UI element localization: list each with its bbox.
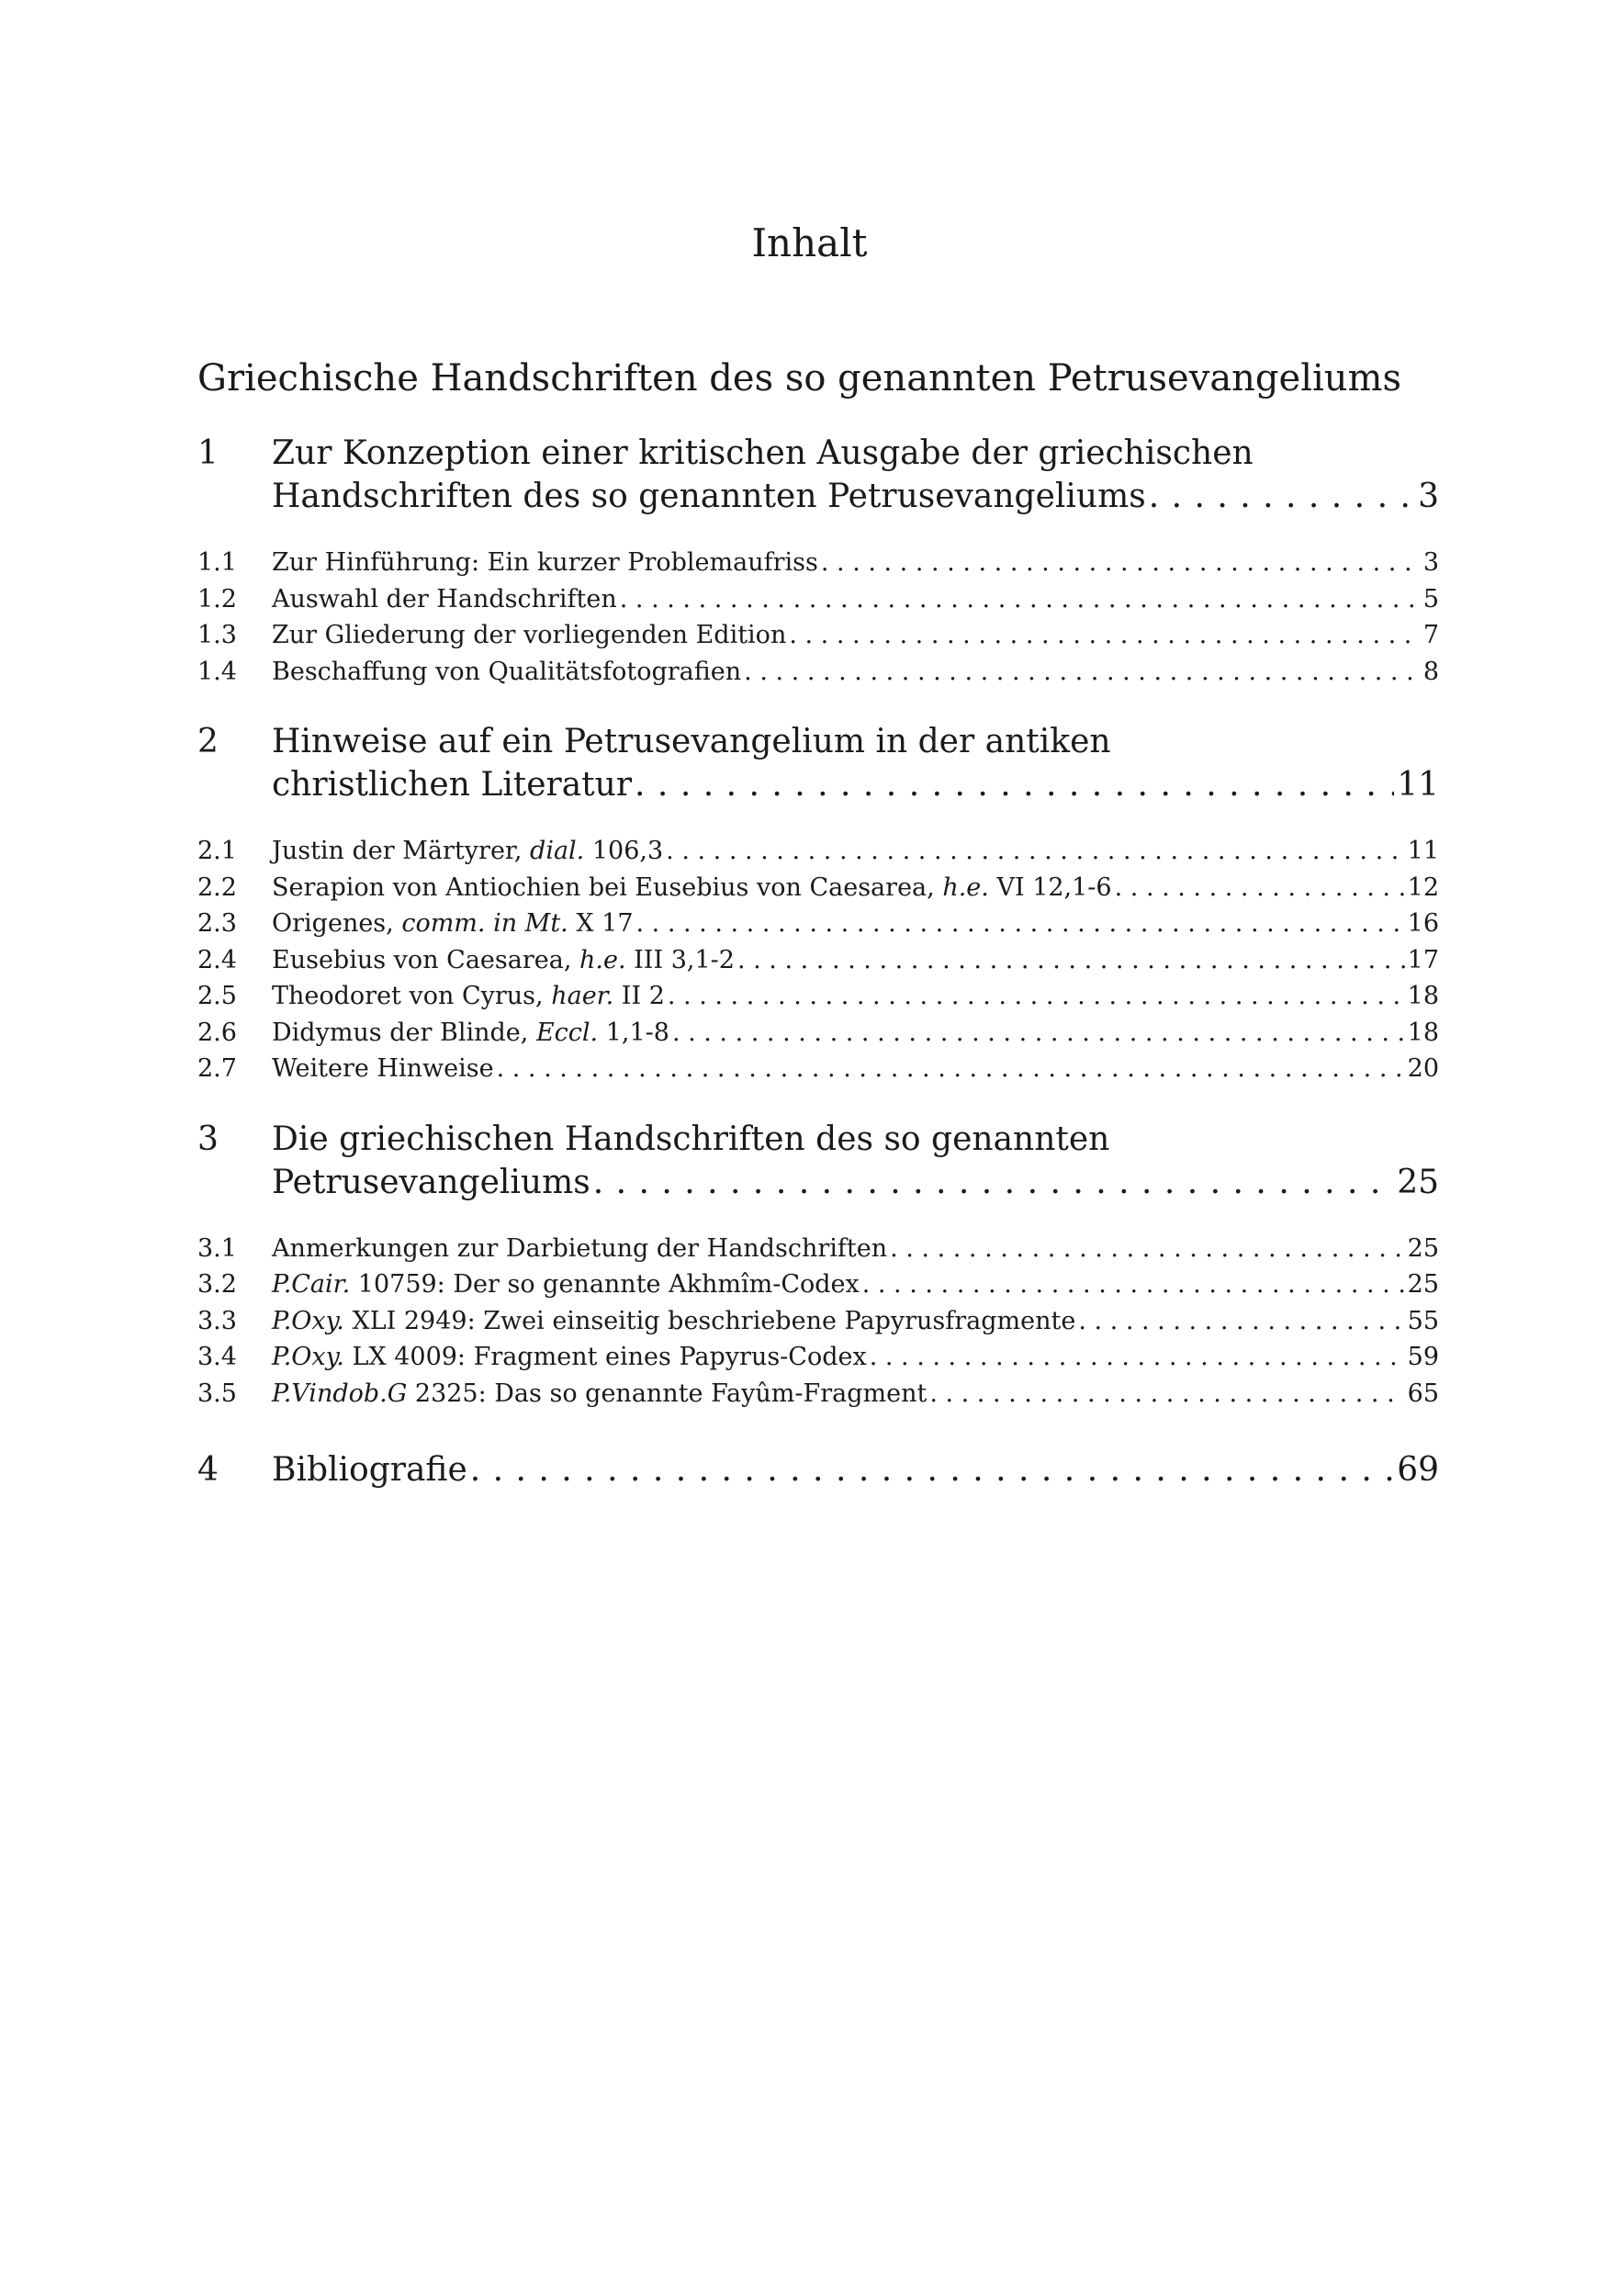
page-number: 12 [1407, 872, 1439, 902]
chapter-2-heading[interactable] [197, 720, 1439, 806]
section-number: 3.4 [197, 1343, 237, 1371]
page-number: 3 [1418, 478, 1439, 515]
section-number: 3.1 [197, 1233, 237, 1263]
toc-entry[interactable] [197, 1303, 1439, 1340]
dot-leader [789, 617, 1420, 654]
section-title: Justin der Märtyrer, dial. 106,3 [272, 837, 664, 865]
toc-entry[interactable] [197, 978, 1439, 1015]
section-number: 3.3 [197, 1306, 237, 1335]
page-title: Inhalt [751, 220, 868, 265]
page-number: 69 [1397, 1451, 1439, 1489]
chapter-1 [197, 432, 1439, 690]
toc-entry[interactable] [197, 654, 1439, 691]
section-number: 2.6 [197, 1018, 237, 1047]
chapter-title-line: Zur Konzeption einer kritischen Ausgabe der griechischen [272, 434, 1254, 472]
section-list [197, 545, 1439, 690]
page-number: 11 [1407, 837, 1439, 865]
page-number: 17 [1407, 945, 1439, 974]
toc-entry[interactable] [197, 942, 1439, 979]
section-list [197, 1231, 1439, 1412]
page-number: 25 [1407, 1233, 1439, 1263]
page-number: 18 [1407, 982, 1439, 1010]
section-title: Weitere Hinweise [272, 1054, 494, 1083]
dot-leader [593, 1161, 1394, 1204]
section-title: Eusebius von Caesarea, h.e. III 3,1-2 [272, 945, 735, 974]
section-title: Theodoret von Cyrus, haer. II 2 [272, 982, 665, 1010]
dot-leader [620, 581, 1421, 618]
dot-leader [668, 978, 1405, 1015]
section-title: Anmerkungen zur Darbietung der Handschriften [272, 1233, 888, 1263]
chapter-number: 2 [197, 723, 219, 760]
chapter-4-heading[interactable] [197, 1448, 1439, 1491]
page-number: 55 [1407, 1306, 1439, 1335]
toc-entry[interactable] [197, 1015, 1439, 1052]
section-title: P.Oxy. LX 4009: Fragment eines Papyrus-Codex [272, 1343, 867, 1371]
chapter-title-line: Handschriften des so genannten Petrusevangeliums [272, 478, 1146, 515]
page-number: 16 [1407, 909, 1439, 938]
dot-leader [890, 1231, 1405, 1267]
dot-leader [666, 833, 1404, 870]
dot-leader [821, 545, 1421, 581]
dot-leader [1149, 475, 1415, 518]
toc-entry[interactable] [197, 906, 1439, 942]
toc-entry[interactable] [197, 545, 1439, 581]
dot-leader [862, 1266, 1405, 1303]
section-number: 2.3 [197, 909, 237, 938]
section-title: Beschaffung von Qualitätsfotografien [272, 657, 742, 686]
dot-leader [1115, 870, 1405, 906]
chapter-number: 3 [197, 1120, 219, 1158]
section-number: 2.4 [197, 945, 237, 974]
toc-entry[interactable] [197, 1266, 1439, 1303]
chapter-number: 4 [197, 1451, 219, 1489]
toc-entry[interactable] [197, 833, 1439, 870]
section-title: Serapion von Antiochien bei Eusebius von Caesarea, h.e. VI 12,1-6 [272, 872, 1112, 902]
page-number: 20 [1407, 1054, 1439, 1083]
toc-entry[interactable] [197, 1051, 1439, 1087]
section-title: Origenes, comm. in Mt. X 17 [272, 909, 634, 938]
section-number: 1.2 [197, 584, 237, 613]
dot-leader [744, 654, 1421, 691]
section-title: Zur Hinführung: Ein kurzer Problemaufriss [272, 548, 818, 577]
chapter-4 [197, 1448, 1439, 1491]
dot-leader [470, 1448, 1394, 1491]
page-number: 8 [1422, 657, 1439, 686]
toc-entry[interactable] [197, 1376, 1439, 1412]
toc-entry[interactable] [197, 1231, 1439, 1267]
page-number: 25 [1407, 1270, 1439, 1299]
dot-leader [636, 906, 1405, 942]
page-number: 25 [1397, 1163, 1439, 1201]
section-list [197, 833, 1439, 1087]
chapter-title-line: Hinweise auf ein Petrusevangelium in der antiken [272, 723, 1111, 760]
section-number: 1.4 [197, 657, 237, 686]
chapter-3 [197, 1118, 1439, 1412]
page-number: 7 [1422, 621, 1439, 649]
page-number: 59 [1407, 1343, 1439, 1371]
section-number: 3.5 [197, 1379, 237, 1408]
page-number: 18 [1407, 1018, 1439, 1047]
dot-leader [635, 763, 1394, 806]
chapter-title-line: Bibliografie [272, 1451, 467, 1489]
section-title: Didymus der Blinde, Eccl. 1,1-8 [272, 1018, 669, 1047]
toc-entry[interactable] [197, 1339, 1439, 1376]
toc-entry[interactable] [197, 581, 1439, 618]
section-number: 2.1 [197, 837, 237, 865]
toc-entry[interactable] [197, 870, 1439, 906]
dot-leader [929, 1376, 1404, 1412]
table-of-contents [197, 432, 1439, 1491]
chapter-2 [197, 720, 1439, 1087]
section-title: P.Cair. 10759: Der so genannte Akhmîm-Codex [272, 1270, 860, 1299]
page-number: 65 [1407, 1379, 1439, 1408]
dot-leader [1078, 1303, 1404, 1340]
section-number: 1.1 [197, 548, 237, 577]
section-number: 2.5 [197, 982, 237, 1010]
toc-entry[interactable] [197, 617, 1439, 654]
page-number: 5 [1422, 584, 1439, 613]
section-number: 2.2 [197, 872, 237, 902]
section-title: P.Vindob.G 2325: Das so genannte Fayûm-Fragment [272, 1379, 928, 1408]
section-number: 3.2 [197, 1270, 237, 1299]
section-number: 2.7 [197, 1054, 237, 1083]
chapter-3-heading[interactable] [197, 1118, 1439, 1204]
dot-leader [737, 942, 1405, 979]
section-title: Auswahl der Handschriften [272, 584, 617, 613]
chapter-1-heading[interactable] [197, 432, 1439, 518]
section-title: P.Oxy. XLI 2949: Zwei einseitig beschriebene Papyrusfragmente [272, 1306, 1076, 1335]
chapter-title-line: Petrusevangeliums [272, 1163, 590, 1201]
page-number: 11 [1397, 766, 1439, 804]
main-heading: Griechische Handschriften des so genannten Petrusevangeliums [197, 357, 1402, 400]
chapter-title-line: Die griechischen Handschriften des so genannten [272, 1120, 1110, 1158]
section-title: Zur Gliederung der vorliegenden Edition [272, 621, 787, 649]
chapter-title-line: christlichen Literatur [272, 766, 633, 804]
section-number: 1.3 [197, 621, 237, 649]
dot-leader [672, 1015, 1405, 1052]
chapter-number: 1 [197, 434, 219, 472]
dot-leader [870, 1339, 1405, 1376]
dot-leader [497, 1051, 1405, 1087]
page-number: 3 [1422, 548, 1439, 577]
